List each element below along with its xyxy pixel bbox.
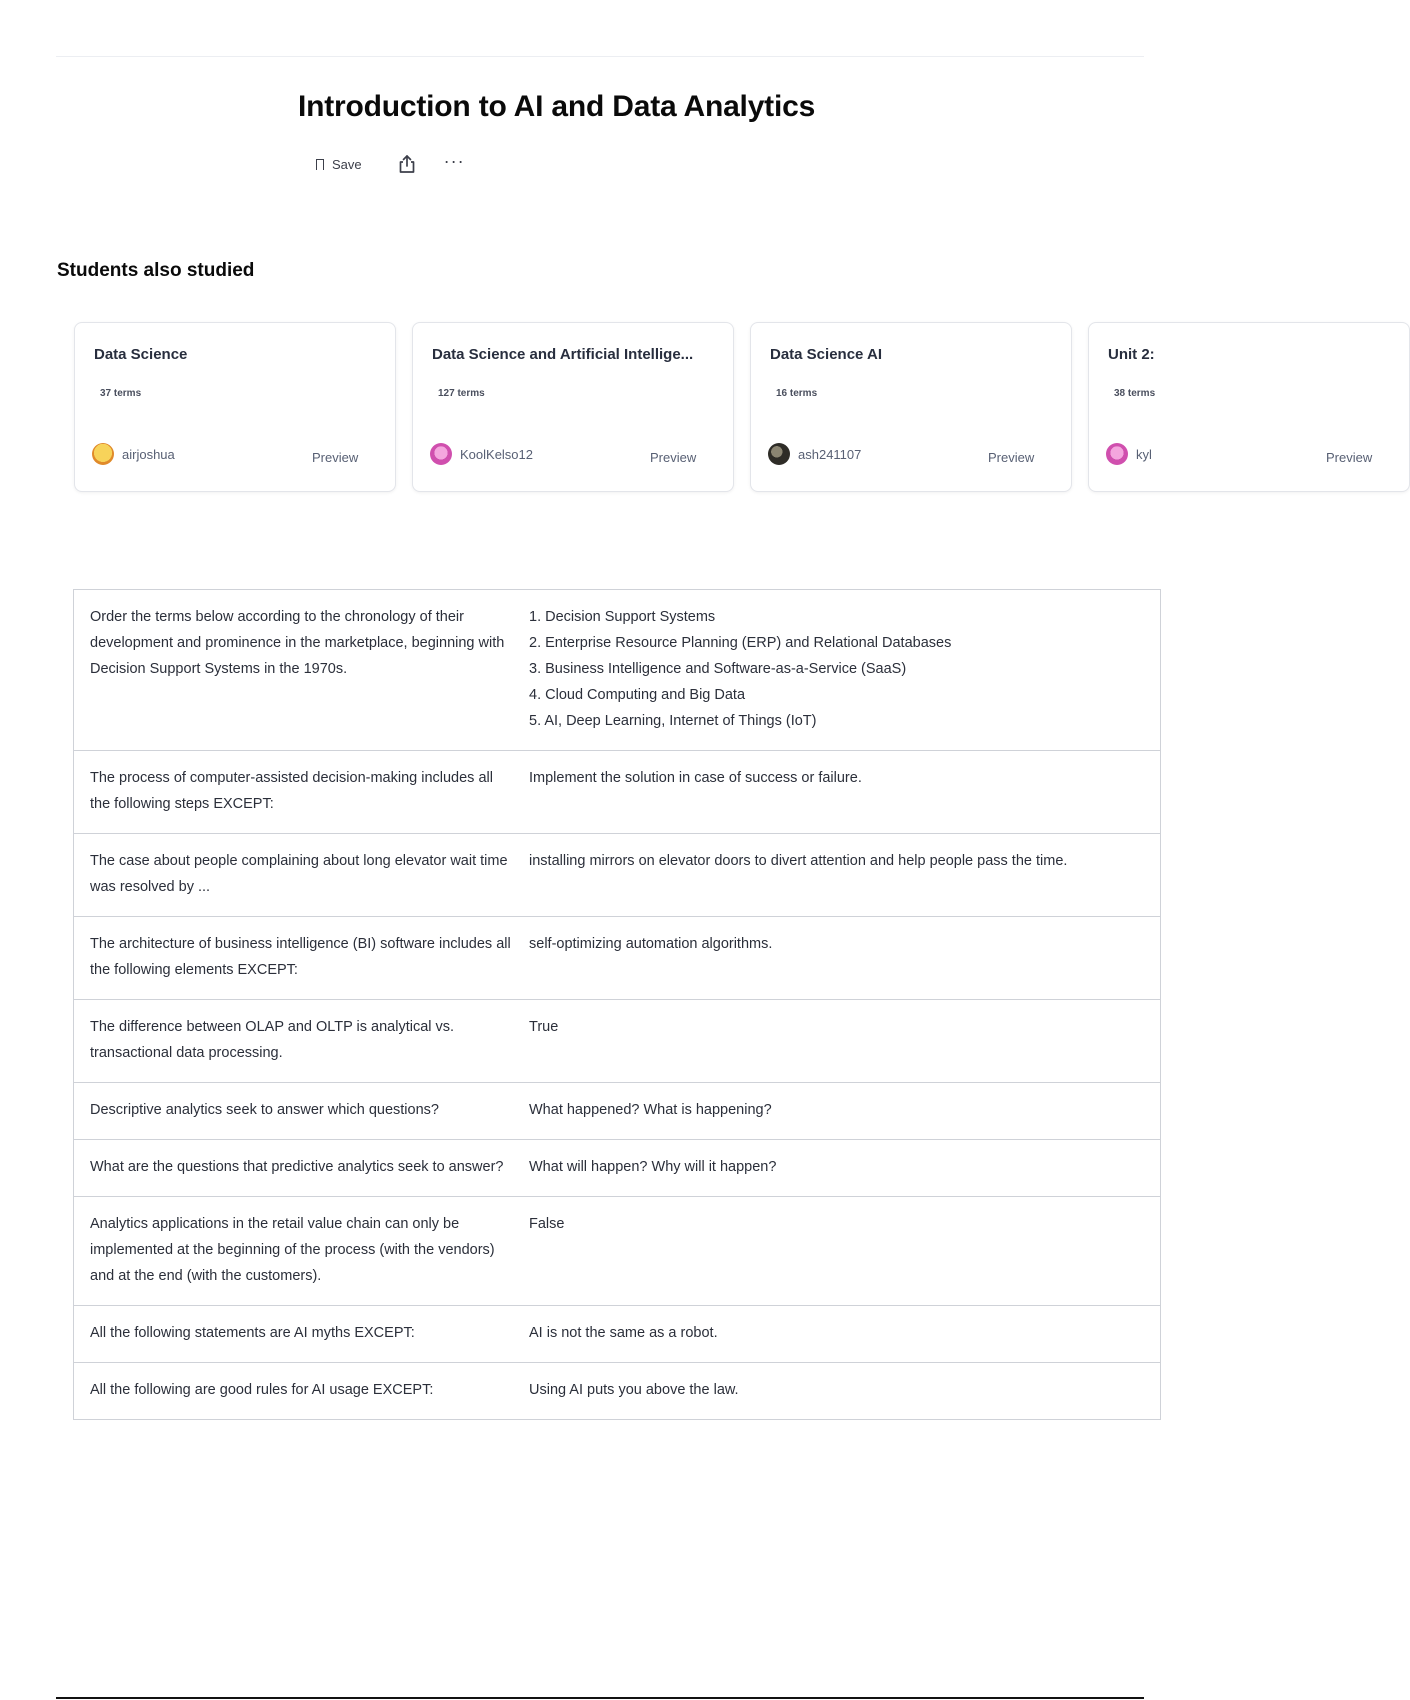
related-sets-carousel [74,322,1373,494]
term-answer: Implement the solution in case of success or failure. [529,770,862,786]
related-set-card[interactable] [1088,322,1410,492]
top-divider [56,56,1144,57]
term-question: What are the questions that predictive analytics seek to answer? [90,1159,504,1175]
term-row [74,1362,1160,1419]
preview-link[interactable]: Preview [312,450,359,465]
card-username: KoolKelso12 [460,446,533,462]
share-icon [398,154,416,174]
term-answer: self-optimizing automation algorithms. [529,936,773,952]
term-row [74,590,1160,750]
term-question: Descriptive analytics seek to answer which questions? [90,1102,439,1118]
card-author [768,443,861,465]
term-answer: What happened? What is happening? [529,1102,772,1118]
related-set-card[interactable] [74,322,396,492]
term-row [74,1196,1160,1305]
card-author [430,443,533,465]
term-question: The architecture of business intelligence (BI) software includes all the following elements EXCEPT: [90,936,511,978]
preview-link[interactable]: Preview [1326,450,1373,465]
card-title: Data Science and Artificial Intellige... [432,346,694,363]
page-title: Introduction to AI and Data Analytics [298,90,816,123]
related-set-card[interactable] [412,322,734,492]
term-question: Analytics applications in the retail value chain can only be implemented at the beginning of the process (with the vendors) and at the end (with the customers). [90,1216,495,1284]
term-answer: AI is not the same as a robot. [529,1325,718,1341]
term-question: All the following are good rules for AI usage EXCEPT: [90,1382,434,1398]
more-options-button[interactable]: ··· [443,151,465,171]
avatar [430,443,452,465]
term-row [74,750,1160,833]
card-author [92,443,175,465]
card-term-count: 38 terms [1114,388,1156,399]
card-title: Data Science [94,346,188,363]
term-answer: True [529,1019,559,1035]
card-term-count: 127 terms [438,388,485,399]
students-also-studied-heading: Students also studied [57,260,255,281]
card-username: airjoshua [122,446,175,462]
term-row [74,999,1160,1082]
card-term-count: 16 terms [776,388,818,399]
term-question: The process of computer-assisted decision-making includes all the following steps EXCEPT: [90,770,493,812]
term-row [74,1305,1160,1362]
card-title: Data Science AI [770,346,882,363]
term-row [74,916,1160,999]
bookmark-icon [316,159,324,170]
term-question: The difference between OLAP and OLTP is analytical vs. transactional data processing. [90,1019,455,1061]
avatar [768,443,790,465]
card-username: ash241107 [798,446,862,462]
term-answer: False [529,1216,565,1232]
term-answer: installing mirrors on elevator doors to divert attention and help people pass the time. [529,853,1068,869]
preview-link[interactable]: Preview [988,450,1035,465]
card-term-count: 37 terms [100,388,142,399]
term-row [74,1082,1160,1139]
share-button[interactable] [398,154,416,174]
term-question: All the following statements are AI myths EXCEPT: [90,1325,415,1341]
avatar [92,443,114,465]
bottom-divider [56,1697,1144,1699]
card-title: Unit 2: [1108,346,1155,363]
card-author [1106,443,1152,465]
card-username: kyl [1136,446,1152,462]
save-button[interactable] [316,157,362,172]
term-answer: 1. Decision Support Systems 2. Enterprise Resource Planning (ERP) and Relational Databases 3. Business Intelligence and Software-as-a-Service (SaaS) 4. Cloud Computing and Big Data 5. AI, Deep Learning, Internet of Things (IoT) [529,609,952,729]
related-set-card[interactable] [750,322,1072,492]
preview-link[interactable]: Preview [650,450,697,465]
term-question: Order the terms below according to the chronology of their development and prominence in the marketplace, beginning with Decision Support Systems in the 1970s. [90,609,505,677]
term-answer: What will happen? Why will it happen? [529,1159,777,1175]
term-row [74,1139,1160,1196]
term-question: The case about people complaining about long elevator wait time was resolved by ... [90,853,508,895]
save-label: Save [332,156,362,172]
terms-table [73,589,1161,1420]
term-row [74,833,1160,916]
avatar [1106,443,1128,465]
set-actions [316,152,465,176]
term-answer: Using AI puts you above the law. [529,1382,739,1398]
